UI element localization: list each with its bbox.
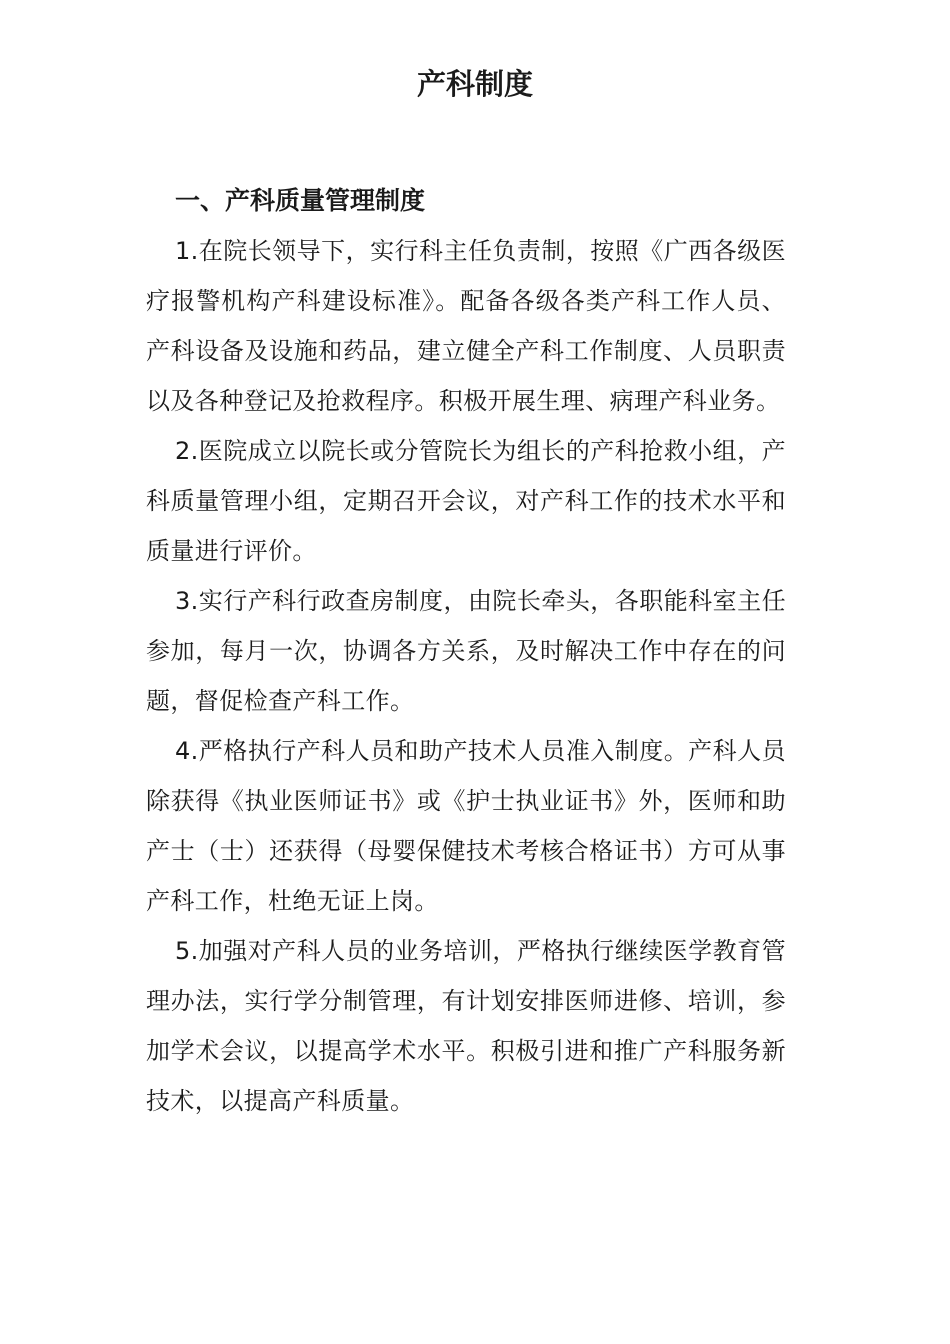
paragraph-4: 4.严格执行产科人员和助产技术人员准入制度。产科人员除获得《执业医师证书》或《护士执业证书》外，医师和助产士（士）还获得（母婴保健技术考核合格证书）方可从事产科工作，杜绝无证上岗。 bbox=[146, 737, 786, 915]
paragraph-3: 3.实行产科行政查房制度，由院长牵头，各职能科室主任参加，每月一次，协调各方关系，及时解决工作中存在的问题，督促检查产科工作。 bbox=[146, 587, 786, 715]
document-body bbox=[146, 226, 786, 1126]
paragraph-5: 5.加强对产科人员的业务培训，严格执行继续医学教育管理办法，实行学分制管理，有计划安排医师进修、培训，参加学术会议，以提高学术水平。积极引进和推广产科服务新技术，以提高产科质量。 bbox=[146, 937, 786, 1115]
paragraph-1: 1.在院长领导下，实行科主任负责制，按照《广西各级医疗报警机构产科建设标准》。配备各级各类产科工作人员、产科设备及设施和药品，建立健全产科工作制度、人员职责以及各种登记及抢救程序。积极开展生理、病理产科业务。 bbox=[146, 237, 786, 415]
section-heading: 一、产科质量管理制度 bbox=[175, 186, 426, 215]
document-title: 产科制度 bbox=[416, 67, 533, 101]
paragraph-2: 2.医院成立以院长或分管院长为组长的产科抢救小组，产科质量管理小组，定期召开会议，对产科工作的技术水平和质量进行评价。 bbox=[146, 437, 786, 565]
